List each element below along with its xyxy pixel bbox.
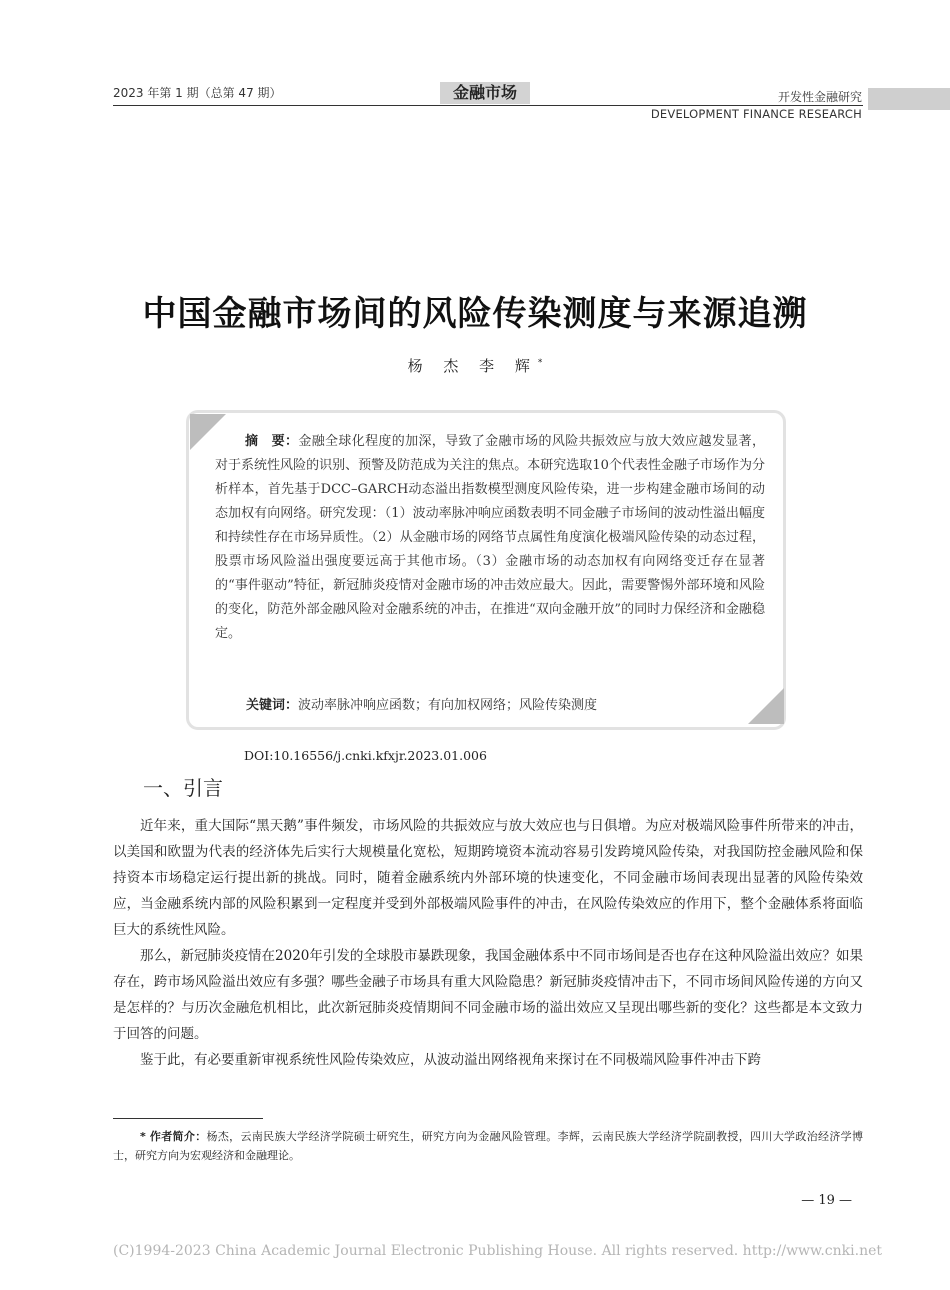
section-tag: 金融市场	[440, 82, 530, 104]
author-names: 杨 杰 李 辉	[407, 357, 538, 375]
footnote-rule	[113, 1118, 263, 1119]
keywords-label: 关键词：	[246, 698, 299, 713]
corner-decoration-bottom-right	[748, 688, 784, 724]
paragraph: 鉴于此，有必要重新审视系统性风险传染效应，从波动溢出网络视角来探讨在不同极端风险事件冲击下跨	[140, 1052, 761, 1068]
keywords	[246, 694, 597, 713]
keywords-text: 波动率脉冲响应函数；有向加权网络；风险传染测度	[298, 698, 598, 713]
abstract-text: 金融全球化程度的加深，导致了金融市场的风险共振效应与放大效应越发显著，对于系统性风险的识别、预警及防范成为关注的焦点。本研究选取10个代表性金融子市场作为分析样本，首先基于DCC–GARCH动态溢出指数模型测度风险传染，进一步构建金融市场间的动态加权有向网络。研究发现：（1）波动率脉冲响应函数表明不同金融子市场间的波动性溢出幅度和持续性存在市场异质性。（2）从金融市场的网络节点属性角度演化极端风险传染的动态过程，股票市场风险溢出强度要远高于其他市场。（3）金融市场的动态加权有向网络变迁存在显著的“事件驱动”特征，新冠肺炎疫情对金融市场的冲击效应最大。因此，需要警惕外部环境和风险的变化，防范外部金融风险对金融系统的冲击，在推进“双向金融开放”的同时力保经济和金融稳定。	[215, 434, 765, 641]
header-rule	[113, 105, 863, 106]
abstract	[215, 430, 765, 646]
journal-name-cn: 开发性金融研究	[777, 90, 862, 104]
footnote-text: 杨杰，云南民族大学经济学院硕士研究生，研究方向为金融风险管理。李辉，云南民族大学经济学院副教授，四川大学政治经济学博士，研究方向为宏观经济和金融理论。	[113, 1130, 863, 1162]
paragraph: 那么，新冠肺炎疫情在2020年引发的全球股市暴跌现象，我国金融体系中不同市场间是否也存在这种风险溢出效应？如果存在，跨市场风险溢出效应有多强？哪些金融子市场具有重大风险隐患？新冠肺炎疫情冲击下，不同市场间风险传递的方向又是怎样的？与历次金融危机相比，此次新冠肺炎疫情期间不同金融市场的溢出效应又呈现出哪些新的变化？这些都是本文致力于回答的问题。	[113, 948, 863, 1042]
header-decoration	[868, 88, 950, 110]
section-heading: 一、引言	[143, 776, 223, 800]
author-footnote-mark: *	[537, 358, 543, 368]
article-authors	[0, 355, 950, 376]
body-text	[113, 813, 863, 1073]
footnote-label: * 作者简介：	[140, 1130, 207, 1143]
article-title: 中国金融市场间的风险传染测度与来源追溯	[142, 294, 808, 334]
issue-info: 2023 年第 1 期（总第 47 期）	[113, 86, 282, 100]
abstract-label: 摘 要：	[245, 434, 299, 449]
copyright-watermark: (C)1994-2023 China Academic Journal Electronic Publishing House. All rights reserved. http://www.cnki.net	[113, 1243, 883, 1259]
journal-name-en: DEVELOPMENT FINANCE RESEARCH	[650, 107, 862, 121]
footnote	[113, 1127, 863, 1165]
paragraph: 近年来，重大国际“黑天鹅”事件频发，市场风险的共振效应与放大效应也与日俱增。为应对极端风险事件所带来的冲击，以美国和欧盟为代表的经济体先后实行大规模量化宽松，短期跨境资本流动容易引发跨境风险传染，对我国防控金融风险和保持资本市场稳定运行提出新的挑战。同时，随着金融系统内外部环境的快速变化，不同金融市场间表现出显著的风险传染效应，当金融系统内部的风险积累到一定程度并受到外部极端风险事件的冲击，在风险传染效应的作用下，整个金融体系将面临巨大的系统性风险。	[113, 818, 863, 938]
page-number: — 19 —	[801, 1193, 852, 1208]
doi: DOI:10.16556/j.cnki.kfxjr.2023.01.006	[244, 748, 487, 763]
